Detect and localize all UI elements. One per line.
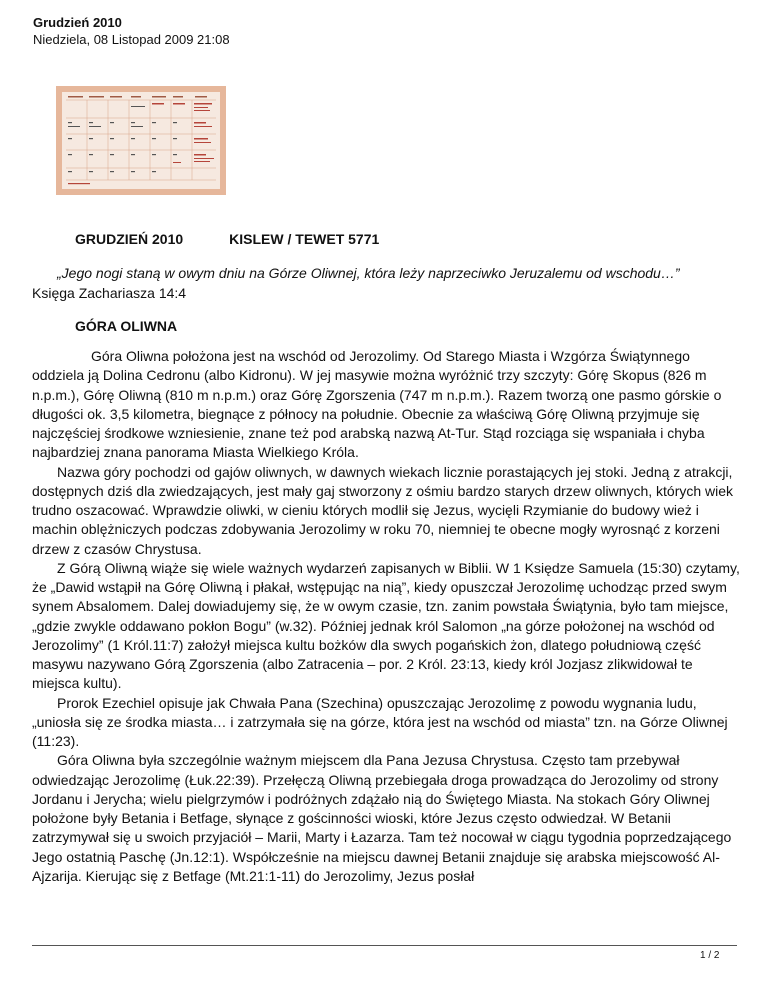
paragraph: Prorok Ezechiel opisuje jak Chwała Pana (Szechina) opuszczając Jerozolimę z powodu wygnania ludu, „uniosła się ze środka miasta… i zatrzymała się na górze, która jest na wschód od miasta” tzn. na Górze Oliwnej (11:23). [32,694,728,749]
quote-text: „Jego nogi staną w owym dniu na Górze Oliwnej, która leży naprzeciwko Jeruzalemu od wschodu…” [57,265,680,281]
paragraph: Z Górą Oliwną wiąże się wiele ważnych wydarzeń zapisanych w Biblii. W 1 Księdze Samuela (15:30) czytamy, że „Dawid wstąpił na Górę Oliwną i płakał, wstępując na nią”, kiedy opuszczał Jerozolimę uchodząc przed swym synem Absalomem. Dalej dowiadujemy się, że w owym czasie, tzn. zanim powstała Świątynia, było tam miejsce, „gdzie zwykle oddawano pokłon Bogu” (w.32). Później jednak król Salomon „na górze położonej na wschód od Jerozolimy” (1 Król.11:7) założył miejsca kultu bożków dla swych pogańskich żon, dlatego południową część masywu nazywano Górą Zgorszenia (albo Zatracenia – por. 2 Król. 23:13, kiedy król Jozjasz zlikwidował te miejsca kultu). [32,559,740,692]
article-body [32,347,742,886]
quote-block [32,263,732,303]
calendar-image [56,86,226,195]
paragraph: Góra Oliwna położona jest na wschód od Jerozolimy. Od Starego Miasta i Wzgórza Świątynnego oddziela ją Dolina Cedronu (albo Kidronu). W jej masywie można wyróżnić trzy szczyty: Górę Skopus (826 m n.p.m.), Górę Oliwną (810 m n.p.m.) oraz Górę Zgorszenia (747 m n.p.m.). Razem tworzą one pasmo górskie o długości ok. 3,5 kilometra, biegnące z północy na południe. Obecnie za właściwą Górę Oliwną przyjmuje się najczęściej środkowe wzniesienie, znane też pod arabską nazwą At-Tur. Stąd rozciąga się wspaniała i chyba najbardziej znana panorama Miasta Wielkiego Króla. [32,348,722,461]
month-heading [75,231,379,247]
quote-source: Księga Zachariasza 14:4 [32,285,187,301]
footer-divider [32,945,737,946]
calendar-grid [62,92,220,189]
page-number: 1 / 2 [700,950,720,961]
paragraph: Góra Oliwna była szczególnie ważnym miejscem dla Pana Jezusa Chrystusa. Często tam przebywał odwiedzając Jerozolimę (Łuk.22:39). Przełęczą Oliwną przebiegała droga prowadząca do Jerozolimy od strony Jordanu i Jerycha; wielu pielgrzymów i podróżnych zdążało nią do Świętego Miasta. Na stokach Góry Oliwnej położone były Betania i Betfage, słynące z gościnności wioski, które Jezus często odwiedzał. W Betanii zatrzymywał się u swoich przyjaciół – Marii, Marty i Łazarza. Tam też nocował w ciągu tygodnia poprzedzającego Jego ostatnią Paschę (Jn.12:1). Współcześnie na miejscu dawnej Betanii znajduje się arabska miejscowość Al-Ajzarija. Kierując się z Betfage (Mt.21:1-11) do Jerozolimy, Jezus posłał [32,752,732,884]
paragraph: Nazwa góry pochodzi od gajów oliwnych, w dawnych wiekach licznie porastających jej stoki. Jedną z atrakcji, dostępnych dziś dla zwiedzających, jest mały gaj stworzony z ośmiu bardzo starych drzew oliwnych, których wiek trudno oszacować. Wprawdzie oliwki, w cieniu których modlił się Jezus, wycięli Rzymianie do budowy wież i machin oblężniczych podczas zdobywania Jerozolimy w roku 70, niemniej te obecne mogły wyrosnąć z korzeni drzew z czasów Chrystusa. [32,463,734,557]
section-title: GÓRA OLIWNA [75,318,178,334]
month-title: GRUDZIEŃ 2010 [75,231,184,247]
document-date: Niedziela, 08 Listopad 2009 21:08 [33,32,230,47]
document-title: Grudzień 2010 [33,15,122,30]
hebrew-month-title: KISLEW / TEWET 5771 [229,231,380,247]
